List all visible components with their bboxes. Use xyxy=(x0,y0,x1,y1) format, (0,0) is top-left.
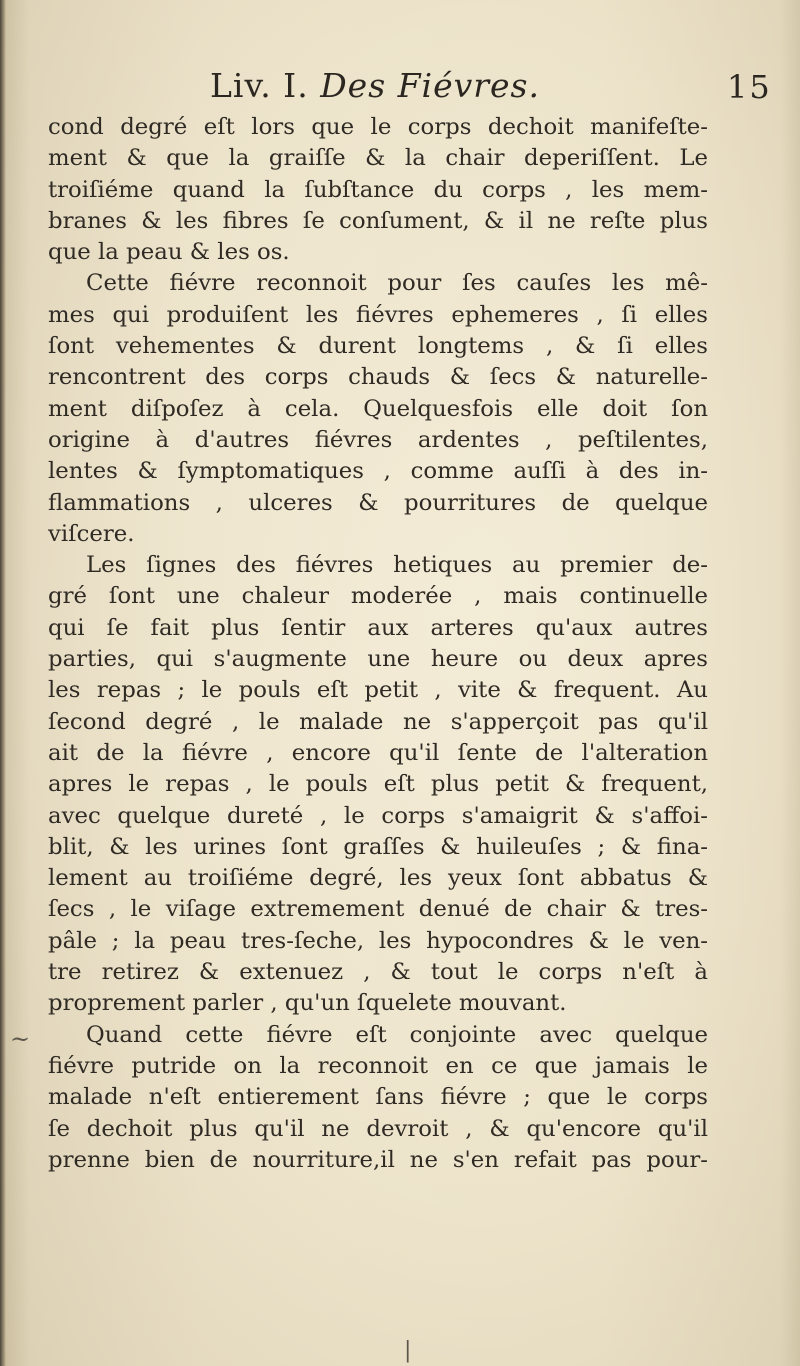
text-line: ment diſpoſez à cela. Quelquesfois elle doit ſon xyxy=(48,395,708,422)
running-head xyxy=(210,66,540,105)
bottom-mark: | xyxy=(404,1338,412,1363)
text-line: fiévre putride on la reconnoit en ce que jamais le xyxy=(48,1052,708,1079)
text-line: origine à d'autres fiévres ardentes , peſtilentes, xyxy=(48,426,708,453)
text-line: blit, & les urines ſont graſſes & huileuſes ; & fina- xyxy=(48,833,708,860)
text-line: mes qui produiſent les fiévres ephemeres , ſi elles xyxy=(48,301,708,328)
text-line: proprement parler , qu'un ſquelete mouvant. xyxy=(48,990,567,1017)
text-line: malade n'eſt entierement ſans fiévre ; que le corps xyxy=(48,1084,708,1111)
running-head-prefix: Liv. I. xyxy=(210,66,321,105)
body-text xyxy=(48,112,708,1302)
text-line: Quand cette fiévre eſt conjointe avec quelque xyxy=(86,1021,708,1048)
page-number: 15 xyxy=(727,68,772,106)
text-line: flammations , ulceres & pourritures de quelque xyxy=(48,489,708,516)
margin-mark: ~ xyxy=(10,1025,31,1053)
text-line: qui ſe fait plus ſentir aux arteres qu'aux autres xyxy=(48,614,708,641)
text-line: lentes & ſymptomatiques , comme auſſi à des in- xyxy=(48,458,708,485)
text-line: ait de la fiévre , encore qu'il ſente de l'alteration xyxy=(48,739,708,766)
text-line: gré ſont une chaleur moderée , mais continuelle xyxy=(48,583,708,610)
text-line: ſe dechoit plus qu'il ne devroit , & qu'encore qu'il xyxy=(48,1115,708,1142)
text-line: tre retirez & extenuez , & tout le corps n'eſt à xyxy=(48,959,708,986)
text-line: ſecond degré , le malade ne s'apperçoit pas qu'il xyxy=(48,708,708,735)
text-line: apres le repas , le pouls eſt plus petit & frequent, xyxy=(48,771,708,798)
text-line: que la peau & les os. xyxy=(48,239,290,266)
text-line: troiſiéme quand la ſubſtance du corps , les mem- xyxy=(48,176,708,203)
page-header xyxy=(0,66,800,116)
text-line: parties, qui s'augmente une heure ou deux apres xyxy=(48,646,708,673)
text-line: ment & que la graiſſe & la chair deperiſſent. Le xyxy=(48,145,708,172)
text-line: rencontrent des corps chauds & ſecs & naturelle- xyxy=(48,364,708,391)
text-line: ſont vehementes & durent longtems , & ſi elles xyxy=(48,333,708,360)
text-line: pâle ; la peau tres-ſeche, les hypocondres & le ven- xyxy=(48,927,708,954)
text-line: Les ſignes des fiévres hetiques au premier de- xyxy=(86,552,708,579)
text-line: lement au troiſiéme degré, les yeux ſont abbatus & xyxy=(48,865,708,892)
text-line: ſecs , le viſage extremement denué de chair & tres- xyxy=(48,896,708,923)
text-line: viſcere. xyxy=(48,520,135,547)
text-line: les repas ; le pouls eſt petit , vite & frequent. Au xyxy=(48,677,708,704)
running-head-title: Des Fiévres. xyxy=(320,66,540,105)
text-line: avec quelque dureté , le corps s'amaigrit & s'affoi- xyxy=(48,802,708,829)
text-line: cond degré eſt lors que le corps dechoit manifeſte- xyxy=(48,114,708,140)
binding-edge xyxy=(0,0,6,1366)
text-line: Cette fiévre reconnoit pour ſes cauſes les mê- xyxy=(86,270,708,297)
text-line: prenne bien de nourriture,il ne s'en refait pas pour- xyxy=(48,1146,708,1173)
text-line: branes & les fibres ſe conſument, & il ne reſte plus xyxy=(48,207,708,234)
